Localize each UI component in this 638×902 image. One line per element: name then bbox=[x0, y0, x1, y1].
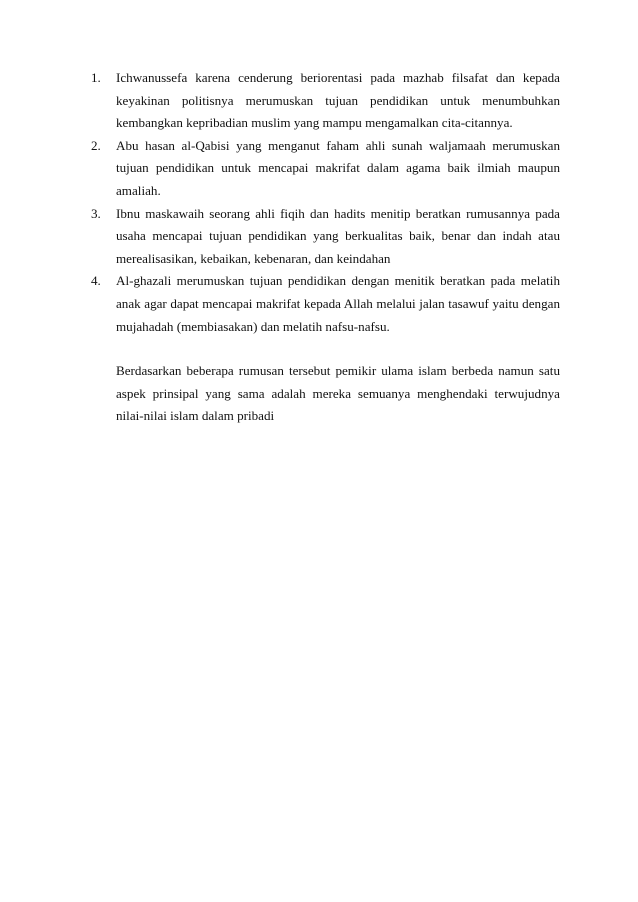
list-item-number: 2. bbox=[91, 137, 101, 153]
list-item bbox=[91, 135, 560, 203]
numbered-list bbox=[91, 67, 560, 338]
list-item bbox=[91, 270, 560, 338]
list-item-number: 1. bbox=[91, 70, 101, 85]
list-item-text: Abu hasan al-Qabisi yang menganut faham ahli sunah waljamaah merumuskan tujuan pendidikan untuk mencapai makrifat dalam agama baik ilmiah maupun amaliah. bbox=[116, 137, 560, 198]
list-item bbox=[91, 203, 560, 271]
list-item-text: Al-ghazali merumuskan tujuan pendidikan dengan menitik beratkan pada melatih anak agar dapat mencapai makrifat kepada Allah melalui jalan tasawuf yaitu dengan mujahadah (membiasakan) dan melatih nafsu-nafsu. bbox=[116, 273, 560, 334]
list-item bbox=[91, 67, 560, 135]
document-content bbox=[91, 67, 560, 428]
list-item-text: Ibnu maskawaih seorang ahli fiqih dan hadits menitip beratkan rumusannya pada usaha mencapai tujuan pendidikan yang berkualitas baik, benar dan indah atau merealisasikan, kebaikan, kebenaran, dan keindahan bbox=[116, 205, 560, 266]
conclusion-paragraph: Berdasarkan beberapa rumusan tersebut pemikir ulama islam berbeda namun satu aspek prinsipal yang sama adalah mereka semuanya menghendaki terwujudnya nilai-nilai islam dalam pribadi bbox=[116, 363, 560, 424]
list-item-number: 3. bbox=[91, 205, 101, 221]
list-item-text: Ichwanussefa karena cenderung beriorentasi pada mazhab filsafat dan kepada keyakinan politisnya merumuskan tujuan pendidikan untuk menumbuhkan kembangkan kepribadian muslim yang mampu mengamalkan cita-citannya. bbox=[116, 70, 560, 131]
list-item-number: 4. bbox=[91, 273, 101, 289]
